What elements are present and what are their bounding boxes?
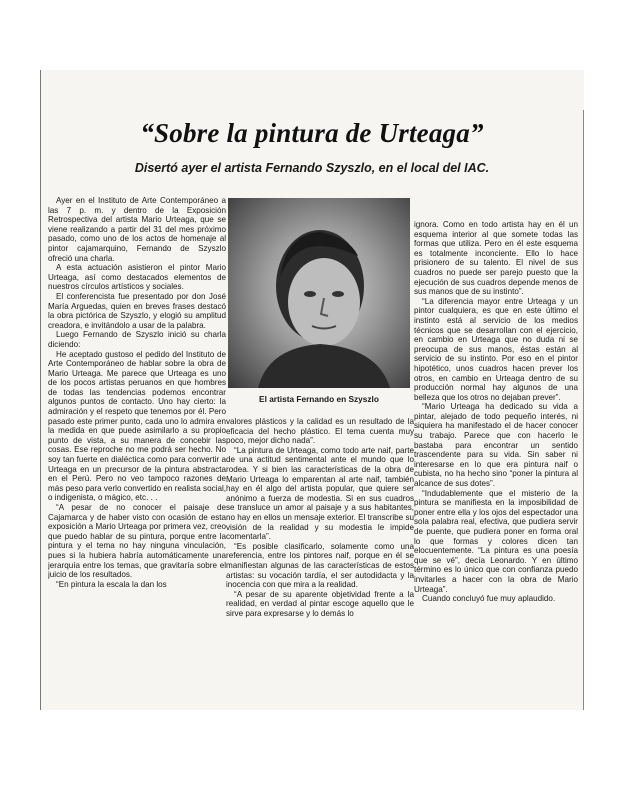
subheadline: Disertó ayer el artista Fernando Szyszlo, en el local del IAC. (134, 161, 490, 175)
paragraph: Ayer en el Instituto de Arte Contemporáneo a las 7 p. m. y dentro de la Exposición Retrospectiva del artista Mario Urteaga, que se viene realizando a partir del 31 del mes próximo pasado, como uno de los actos de homenaje al pintor cajamarquino, Fernando de Szyszlo ofreció una charla. (48, 196, 226, 263)
paragraph: “A pesar de no conocer el paisaje de Cajamarca y de haber visto con ocasión de esta exposición a Mario Urteaga por primera vez, creo que puedo hablar de su pintura, porque entre la pintura y el tema no hay ninguna vinculación, pues si la hubiera habría automáticamente una jerarquía entre los temas, que gravitaría sobre el juicio de los resultados. (48, 503, 226, 580)
article-column-1 (48, 196, 226, 706)
paragraph: “A pesar de su aparente objetividad frente a la realidad, en verdad al pintar escoge aquello que le sirve para expresarse y lo demás lo (226, 589, 414, 618)
photo-caption: El artista Fernando en Szyszlo (259, 394, 379, 404)
newspaper-clipping (40, 70, 584, 710)
paragraph: “Es posible clasificarlo, solamente como una referencia, entre los pintores naif, porque en él se manifiestan algunas de las características de estos artistas: su vocación tardía, el ser autodidacta y la inocencia con que mira a la realidad. (226, 541, 414, 590)
paragraph: “En pintura la escala la dan los (56, 579, 167, 589)
paragraph: ignora. Como en todo artista hay en él un esquema interior al que somete todas las formas que utiliza. Pero en él este esquema es totalmente inconciente. Ello lo hace prisionero de su talento. El nivel de sus cuadros no puede ser parejo puesto que la ejecución de sus cuadros depende menos de sus manos que de su instinto”. (414, 220, 578, 297)
paragraph: “Indudablemente que el misterio de la pintura se manifiesta en la imposibilidad de poner entre ella y los ojos del espectador una sola palabra real, efectiva, que pudiera servir de puente, que pudiera poner en forma oral lo que formas y colores dicen tan elocuentemente. “La pintura es una poesía que se vé”, decía Leonardo. Y en último término es lo único que con confianza puedo invitarles a hacer con la obra de Mario Urteaga”. (414, 488, 578, 594)
portrait-photo (228, 198, 410, 388)
paragraph: He aceptado gustoso el pedido del Instituto de Arte Contemporáneo de hablar sobre la obra de Mario Urteaga. Me parece que Urteaga es uno de los pocos artistas peruanos en que hombres de todas las tendencias podemos encontrar algunos puntos de contacto. Uno hay cierto: la admiración y el respeto que tenemos por él. Pero pasado este primer punto, cada uno lo admira en la medida en que puede asimilarlo a su propio punto de vista, a su manera de concebir las cosas. Ese reproche no me podrá ser hecho. No soy tan fuerte en dialéctica como para convertir a Urteaga en un precursor de la pintura abstracta en el Perú. Pero no veo tampoco razones de más peso para verlo convertido en realista social, o indigenista, o mágico, etc. . . (48, 349, 226, 503)
paragraph: A esta actuación asistieron el pintor Mario Urteaga, así como destacados elementos de nuestros círculos artísticos y sociales. (48, 263, 226, 292)
paragraph: El conferencista fue presentado por don José María Arguedas, quien en breves frases destacó la obra pictórica de Szyszlo, y elogió su amplitud creadora, e invitándolo a usar de la palabra. (48, 291, 226, 330)
paragraph: Cuando concluyó fue muy aplaudido. (422, 594, 556, 604)
column-rule-right (583, 110, 584, 710)
column-rule-left (40, 70, 41, 710)
paragraph: “La diferencia mayor entre Urteaga y un pintor cualquiera, es que en este último el instinto está al servicio de los medios técnicos que se desarrollan con el ejercicio, en cambio en Urteaga que no duda ni se preocupa de sus manos, éstas están al servicio de su instinto. Por eso en el pintor hipotético, unos cuadros hacen prever los otros, en cambio en Urteaga dentro de su producción normal hay algunos de una belleza que los otros no dejaban prever”. (414, 296, 578, 402)
article-column-3 (414, 220, 578, 706)
paragraph: valores plásticos y la calidad es un resultado de la eficacia del hecho plástico. El tema cuenta muy poco, mejor dicho nada”. (226, 417, 414, 446)
article-column-2 (226, 417, 414, 707)
paragraph: “Mario Urteaga ha dedicado su vida a pintar, alejado de todo pequeño interés, ni siquiera ha manifestado el de hacer conocer su trabajo. Parece que con hacerlo le bastaba para encontrar un sentido trascendente para su vida. Sin saber ni interesarse en lo que era pintura naif o cubista, no ha hecho sino “poner la pintura al alcance de sus dotes”. (414, 402, 578, 489)
paragraph: “La pintura de Urteaga, como todo arte naif, parte de una actitud sentimental ante el mundo que lo rodea. Y si bien las características de la obra de Mario Urteaga lo emparentan al arte naif, también hay en él algo del artista popular, que quiere ser anónimo a fuerza de modestia. Si en sus cuadros se transluce un amor al paisaje y a sus habitantes, no hay en ellos un mensaje exterior. El transcribe su visión de la realidad y su modestia le impide comentarla”. (226, 445, 414, 542)
paragraph: Luego Fernando de Szyszlo inició su charla diciendo: (48, 330, 226, 349)
headline: “Sobre la pintura de Urteaga” (140, 118, 484, 148)
